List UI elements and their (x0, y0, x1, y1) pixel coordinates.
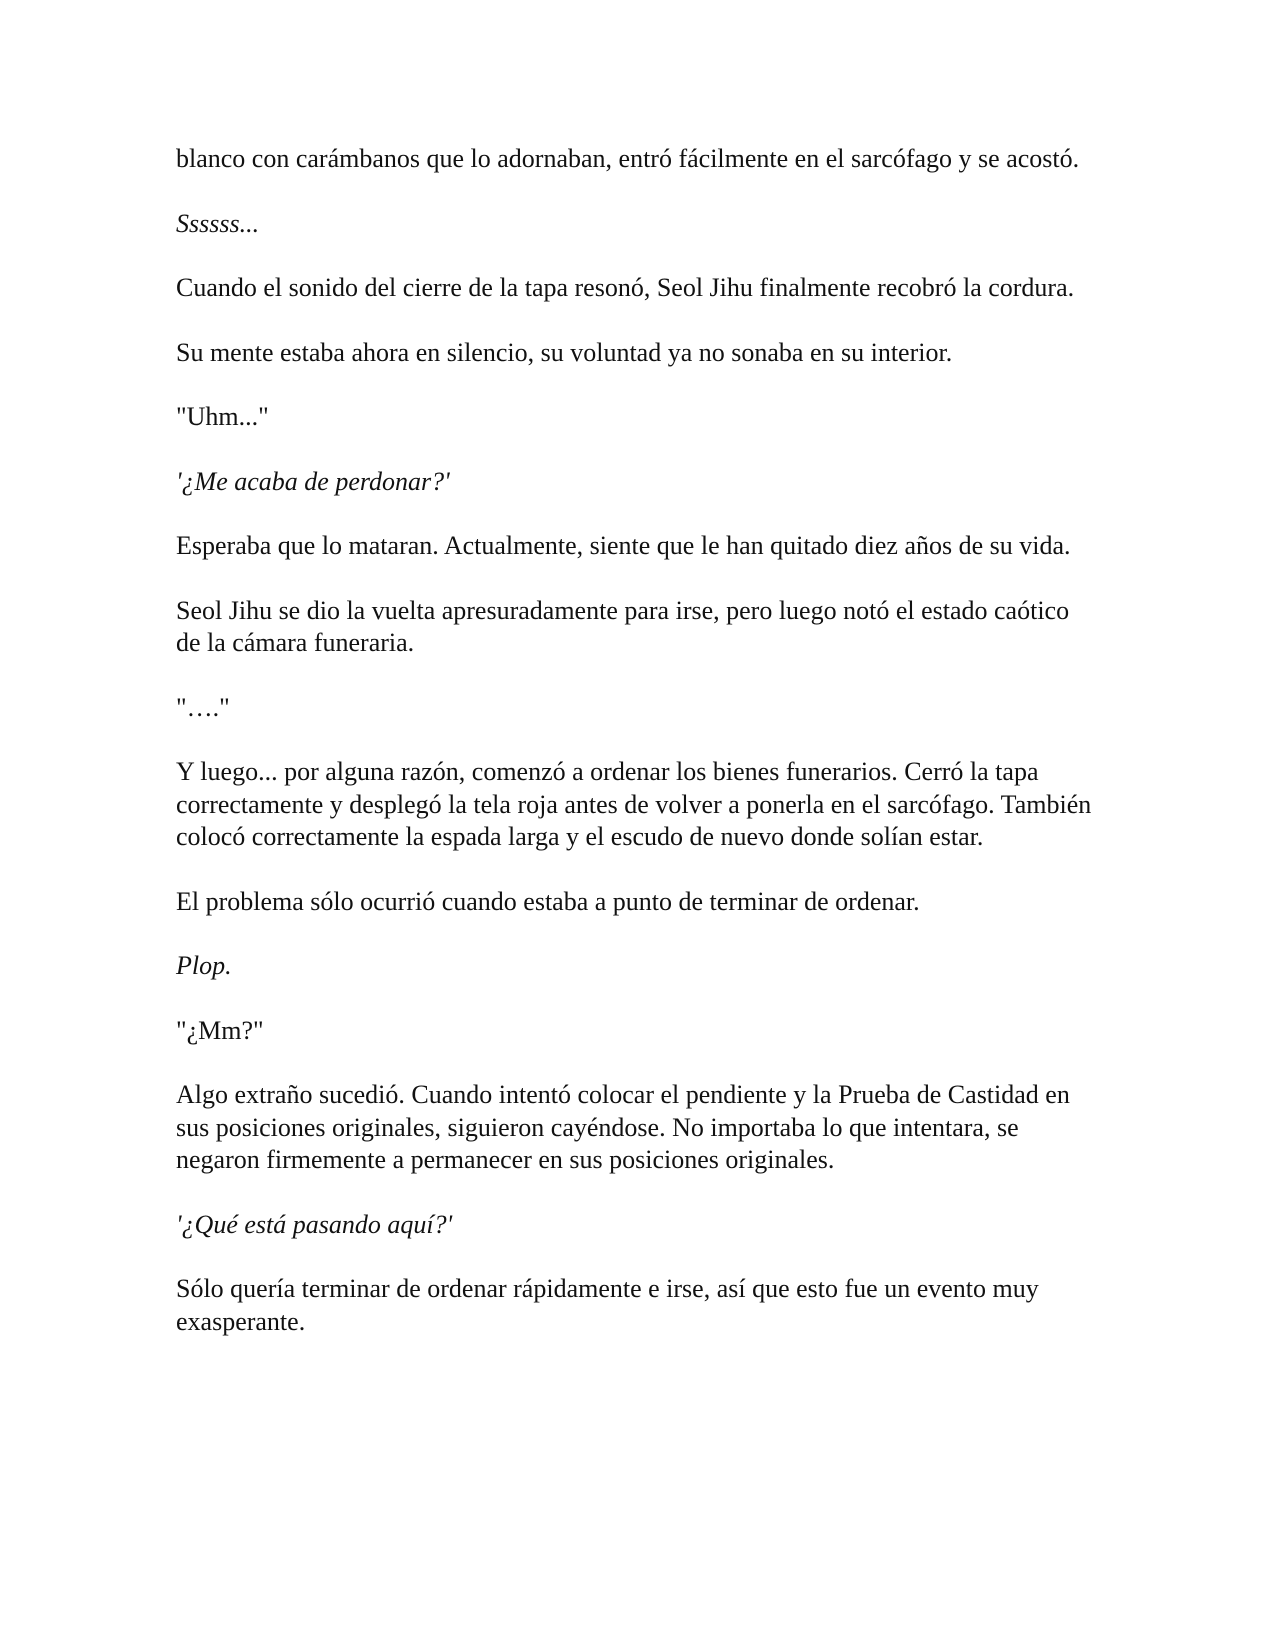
paragraph-thought: '¿Me acaba de perdonar?' (176, 466, 450, 496)
paragraph: Cuando el sonido del cierre de la tapa resonó, Seol Jihu finalmente recobró la cordura. (176, 273, 1075, 302)
paragraph-sound-effect: Plop. (176, 951, 232, 980)
paragraph: Su mente estaba ahora en silencio, su voluntad ya no sonaba en su interior. (176, 337, 953, 367)
paragraph-sound-effect: Ssssss... (176, 208, 260, 238)
paragraph: blanco con carámbanos que lo adornaban, entró fácilmente en el sarcófago y se acostó. (176, 144, 1080, 173)
paragraph: El problema sólo ocurrió cuando estaba a punto de terminar de ordenar. (176, 886, 920, 916)
paragraph: Sólo quería terminar de ordenar rápidamente e irse, así que esto fue un evento muy exasperante. (176, 1274, 1039, 1336)
paragraph-dialogue: "Uhm..." (176, 402, 269, 431)
paragraph: Esperaba que lo mataran. Actualmente, siente que le han quitado diez años de su vida. (176, 531, 1071, 560)
paragraph-thought: '¿Qué está pasando aquí?' (176, 1209, 453, 1239)
paragraph-dialogue: "¿Mm?" (176, 1015, 264, 1045)
paragraph: Algo extraño sucedió. Cuando intentó colocar el pendiente y la Prueba de Castidad en sus posiciones originales, siguieron cayéndose. No importaba lo que intentara, se negaron firmemente a permanecer en sus posiciones originales. (176, 1080, 1070, 1174)
paragraph-dialogue: "…." (176, 692, 230, 722)
paragraph: Y luego... por alguna razón, comenzó a ordenar los bienes funerarios. Cerró la tapa correctamente y desplegó la tela roja antes de volver a ponerla en el sarcófago. También colocó correctamente la espada larga y el escudo de nuevo donde solían estar. (176, 757, 1092, 851)
paragraph: Seol Jihu se dio la vuelta apresuradamente para irse, pero luego notó el estado caótico de la cámara funeraria. (176, 595, 1070, 657)
text-body (176, 143, 1096, 1370)
